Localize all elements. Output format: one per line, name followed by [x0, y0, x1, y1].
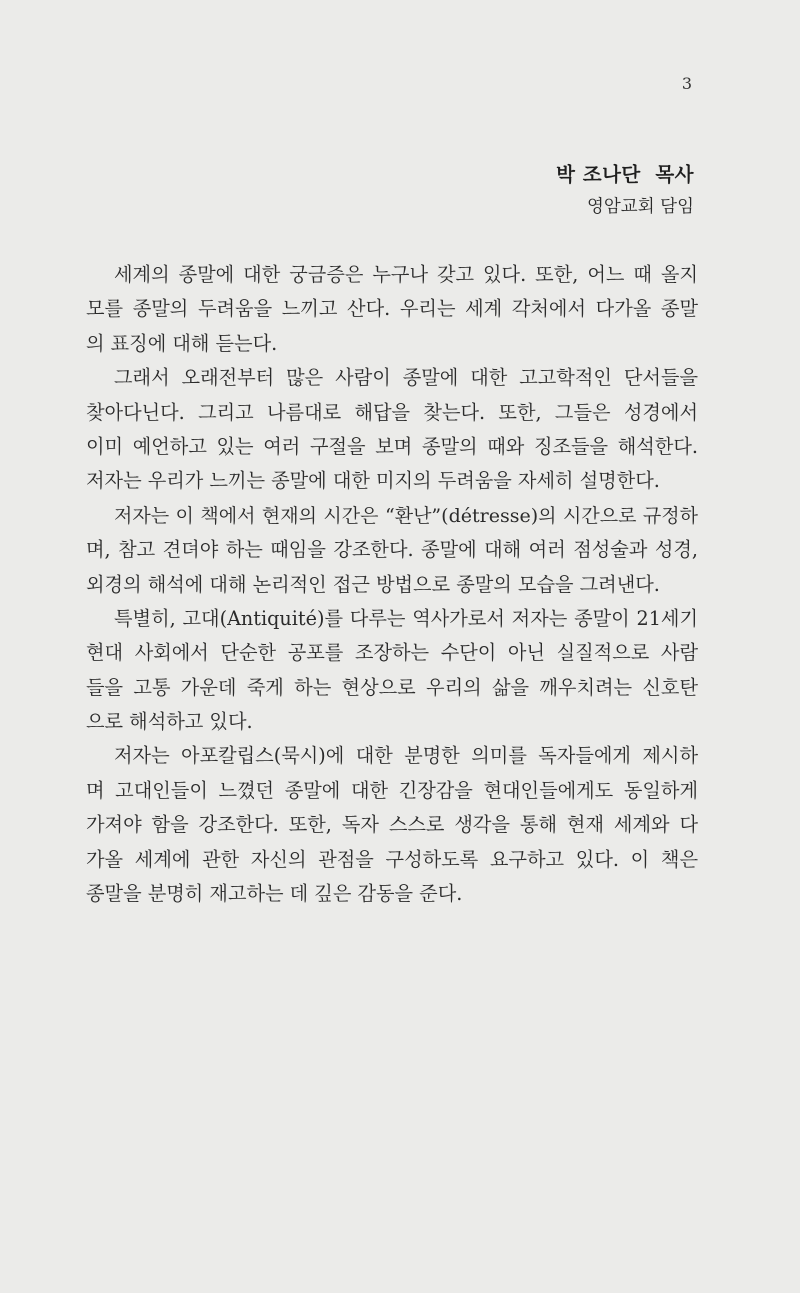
text-line: 으로 해석하고 있다. [86, 710, 253, 734]
text-line: 현대 사회에서 단순한 공포를 조장하는 수단이 아닌 실질적으로 사람 [86, 641, 698, 665]
text-line: 특별히, 고대(Antiquité)를 다루는 역사가로서 저자는 종말이 21세기 [114, 606, 698, 630]
text-line: 들을 고통 가운데 죽게 하는 현상으로 우리의 삶을 깨우치려는 신호탄 [86, 675, 698, 699]
text-line: 며, 참고 견뎌야 하는 때임을 강조한다. 종말에 대해 여러 점성술과 성경, [86, 538, 698, 562]
author-role: 영암교회 담임 [587, 197, 694, 217]
paragraph-4 [86, 602, 698, 740]
text-line: 종말을 분명히 재고하는 데 깊은 감동을 준다. [86, 882, 463, 906]
text-line: 저자는 우리가 느끼는 종말에 대한 미지의 두려움을 자세히 설명한다. [86, 469, 660, 493]
body-text [86, 258, 698, 911]
text-line: 모를 종말의 두려움을 느끼고 산다. 우리는 세계 각처에서 다가올 종말 [86, 297, 698, 321]
author-name: 박 조나단 목사 [556, 163, 694, 186]
text-line: 가올 세계에 관한 자신의 관점을 구성하도록 요구하고 있다. 이 책은 [86, 847, 698, 871]
text-line: 외경의 해석에 대해 논리적인 접근 방법으로 종말의 모습을 그려낸다. [86, 572, 660, 596]
text-line: 이미 예언하고 있는 여러 구절을 보며 종말의 때와 징조들을 해석한다. [86, 434, 698, 458]
text-line: 세계의 종말에 대한 궁금증은 누구나 갖고 있다. 또한, 어느 때 올지 [114, 263, 698, 286]
paragraph-3 [86, 499, 698, 602]
author-block [556, 160, 694, 222]
page-number: 3 [681, 74, 692, 93]
text-line: 찾아다닌다. 그리고 나름대로 해답을 찾는다. 또한, 그들은 성경에서 [86, 400, 698, 424]
text-line: 저자는 아포칼립스(묵시)에 대한 분명한 의미를 독자들에게 제시하 [114, 744, 698, 768]
text-line: 의 표징에 대해 듣는다. [86, 331, 278, 355]
text-line: 가져야 함을 강조한다. 또한, 독자 스스로 생각을 통해 현재 세계와 다 [86, 813, 698, 837]
paragraph-1 [86, 258, 698, 361]
text-line: 며 고대인들이 느꼈던 종말에 대한 긴장감을 현대인들에게도 동일하게 [86, 778, 698, 802]
text-line: 그래서 오래전부터 많은 사람이 종말에 대한 고고학적인 단서들을 [114, 366, 698, 390]
paragraph-2 [86, 361, 698, 499]
paragraph-5 [86, 739, 698, 911]
text-line: 저자는 이 책에서 현재의 시간은 “환난”(détresse)의 시간으로 규정하 [114, 504, 698, 527]
